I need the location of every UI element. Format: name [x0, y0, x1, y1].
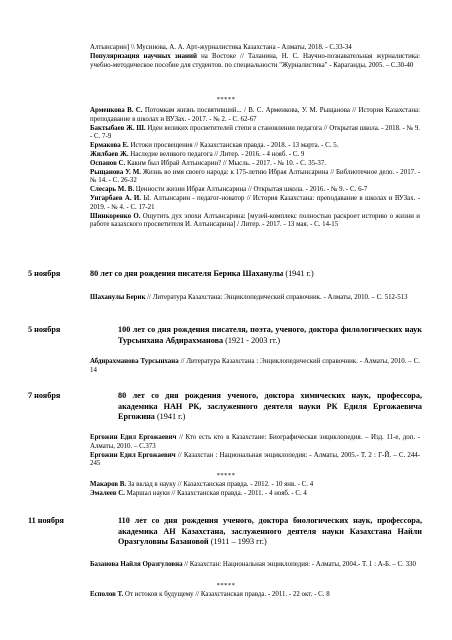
bibliography-block-top	[90, 44, 420, 70]
event-announcement: 110 лет со дня рождения ученого, доктора биологических наук, профессора, академика АН Казахстана, заслуженного деятеля науки Казахстана Найли Оразгуловны Базановой (1911 – 1993 гг.)	[118, 516, 422, 547]
citation: Жилбаев Ж. Наследие великого педагога // Литер. - 2016. - 4 нояб. - С. 9	[90, 150, 305, 158]
event-date: 5 ноября	[28, 325, 61, 334]
event-date: 5 ноября	[28, 269, 61, 278]
citation: Рыщанова У. М. Жизнь во имя своего народа: к 175-летию Ибрая Алтынсарина // Библиотечное дело. - 2017. - № 14. - С. 26-32	[90, 168, 420, 185]
citation: Ермакова Е. Истоки просвещения // Казахстанская правда. - 2018. - 13 марта. - С. 5.	[90, 142, 339, 150]
event-date: 11 ноября	[28, 516, 64, 525]
citation: Унгарбаев А. И. Ы. Алтынсарин - педагог-новатор // История Казахстана: преподавание в школах и ВУЗах. - 2019. - № 4. - С. 17-21	[90, 194, 421, 211]
citation: Оспанов С. Каким был Ибрай Алтынсарин? // Мысль. - 2017. - № 10. - С. 35-37.	[90, 159, 327, 167]
event-announcement: 80 лет со дня рождения писателя Берика Шаханулы (1941 г.)	[90, 269, 314, 278]
citation: Абдирахманова Турсынхана // Литература Казахстана : Энциклопедический справочник. - Алматы, 2010. – С. 14	[90, 358, 420, 374]
citation: Слесарь М. В. Ценности жизни Ибрая Алтынсарина // Открытая школа. - 2016. - № 9. - С. 6-7	[90, 186, 368, 194]
event-announcement: 80 лет со дня рождения ученого, доктора химических наук, профессора, академика НАН РК, заслуженного деятеля науки РК Едиля Ергожаевича Ергожина (1941 г.)	[118, 391, 422, 422]
event-references-extra	[90, 481, 420, 499]
citation: Базанова Найля Оразгуловна // Казахстан: Национальная энциклопедия: - Алматы, 2004.- Т. 1 : А-Б. – С. 330	[90, 561, 416, 568]
event-references	[90, 358, 420, 376]
citation: Ергожин Едил Ергожаевич // Кто есть кто в Казахстане: Биографическая энциклопедия. – Изд. 11-е, доп. - Алматы, 2010. – С.373	[90, 434, 421, 450]
bibliography-block-altynsarin	[90, 107, 420, 230]
event-references	[90, 294, 420, 303]
citation: Алтынсарин] \\ Мусинова, А. А. Арт-журналистика Казахстана - Алматы, 2018. - С.33-34	[90, 44, 352, 51]
separator-stars: *****	[216, 472, 236, 479]
citation: Шаханулы Берик // Литература Казахстана: Энциклопедический справочник. - Алматы, 2010. – С. 512-513	[90, 294, 408, 301]
event-references-extra	[90, 591, 420, 600]
citation: Шинкоренко О. Ощутить дух эпохи Алтынсарина: [музей-комплекс полностью раскроет историю о жизни и работе казахского просветителя И. Алтынсарина] / Литер. - 2017. - 13 мая. - С. 14-15	[90, 212, 420, 229]
event-announcement: 100 лет со дня рождения писателя, поэта, ученого, доктора филологических наук Турсынхана Абдирахманова (1921 - 2003 гг.)	[118, 325, 422, 345]
event-date: 7 ноября	[28, 391, 61, 400]
citation: Популяризация научных знаний на Востоке // Таланина, Н. С. Научно-познавательная журналистика: учебно-методическое пособие для студентов. по специальности "Журналистика" - Караганды, 2005. – С.30-40	[90, 52, 420, 69]
citation: Бактыбаев Ж. Ш. Идеи великих просветителей степи в становлении педагога // Открытая школа. - 2018. - № 9. - С. 7-9	[90, 124, 420, 141]
citation: Арменкова В. С. Потомкам жизнь посвятивший... / В. С. Арменкова, У. М. Рыщанова // История Казахстана: преподавание в школах и ВУЗах. - 2017. - № 2. - С. 62-67	[90, 107, 420, 123]
separator-stars: *****	[216, 96, 236, 103]
citation: Ергожин Едил Ергожаевич // Казахстан : Национальная энциклопедия: - Алматы, 2005.- Т. 2 : Г-Й. – С. 244-245	[90, 451, 420, 468]
event-references	[90, 561, 420, 570]
separator-stars: *****	[216, 582, 236, 589]
citation: Есполов Т. От истоков к будущему // Казахстанская правда. - 2011. - 22 окт. - С. 8	[90, 591, 330, 598]
event-references	[90, 434, 420, 469]
citation: Эмалеев С. Маршал науки // Казахстанская правда. - 2011. - 4 нояб. - С. 4	[90, 489, 307, 497]
citation: Макаров В. За вклад в науку // Казахстанская правда. - 2012. - 10 янв. - С. 4	[90, 481, 314, 488]
